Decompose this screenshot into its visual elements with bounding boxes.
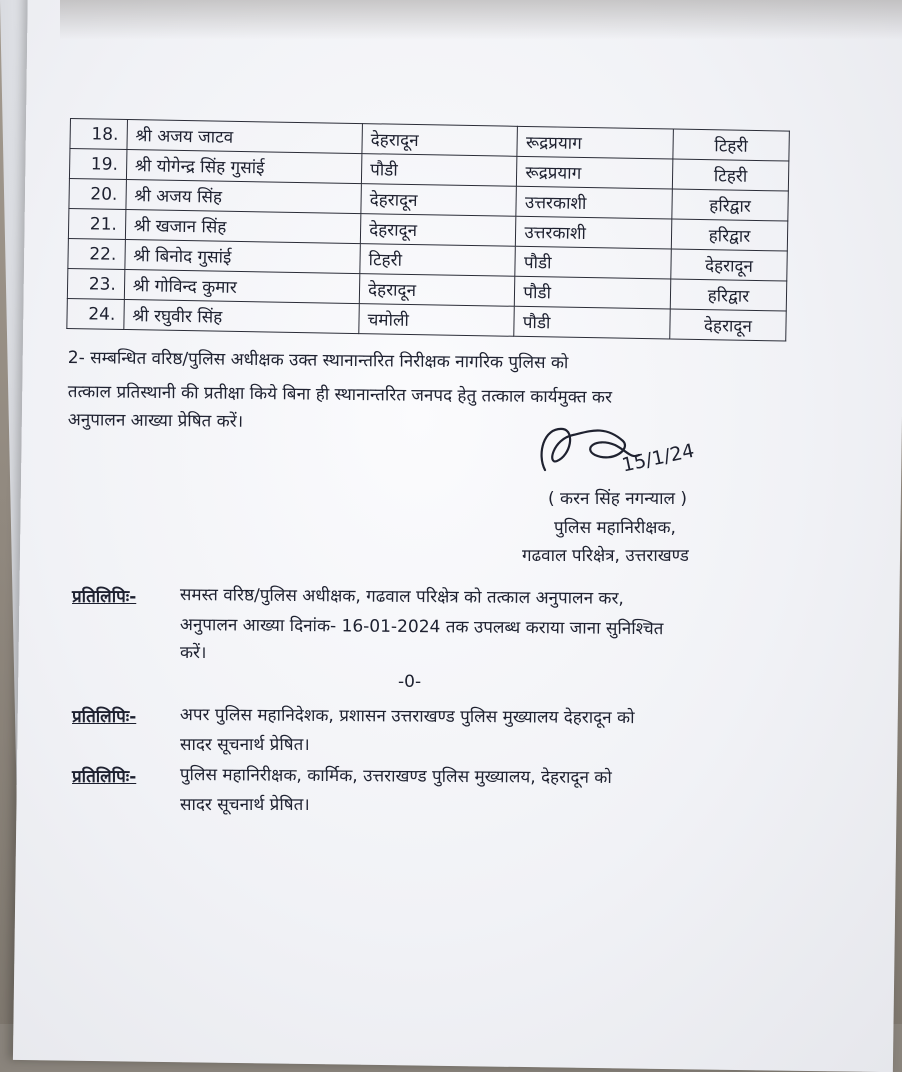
copy3-line-2: सादर सूचनार्थ प्रेषित। bbox=[180, 795, 310, 815]
officer-name: श्री अजय जाटव bbox=[127, 119, 363, 153]
officer-name: श्री गोविन्द कुमार bbox=[124, 269, 360, 303]
to-district: पौडी bbox=[515, 246, 671, 279]
posting-district: हरिद्वार bbox=[672, 189, 789, 221]
from-district: देहरादून bbox=[360, 214, 516, 247]
copy3-line-1: पुलिस महानिरीक्षक, कार्मिक, उत्तराखण्ड पुलिस मुख्यालय, देहरादून को bbox=[179, 764, 612, 789]
copy1-line-1: समस्त वरिष्ठ/पुलिस अधीक्षक, गढवाल परिक्षेत्र को तत्काल अनुपालन कर, bbox=[179, 584, 624, 609]
posting-district: टिहरी bbox=[673, 129, 790, 161]
officer-name: श्री रघुवीर सिंह bbox=[124, 299, 360, 333]
copy-label: प्रतिलिपिः- bbox=[72, 767, 137, 787]
officer-name: श्री अजय सिंह bbox=[126, 179, 362, 213]
copy-label: प्रतिलिपिः- bbox=[72, 587, 137, 607]
to-district: पौडी bbox=[514, 306, 670, 339]
copy2-line-2: सादर सूचनार्थ प्रेषित। bbox=[180, 735, 310, 755]
posting-district: हरिद्वार bbox=[670, 279, 787, 311]
signature-date: 15/1/24 bbox=[620, 439, 697, 477]
serial-number: 21. bbox=[68, 208, 125, 239]
from-district: देहरादून bbox=[359, 274, 515, 307]
signatory-designation: पुलिस महानिरीक्षक, bbox=[554, 518, 676, 538]
copy2-line-1: अपर पुलिस महानिदेशक, प्रशासन उत्तराखण्ड पुलिस मुख्यालय देहरादून को bbox=[179, 704, 635, 729]
copy1-line-2: अनुपालन आख्या दिनांक- 16-01-2024 तक उपलब्ध कराया जाना सुनिश्चित bbox=[179, 614, 664, 640]
paragraph-line-1: 2- सम्बन्धित वरिष्ठ/पुलिस अधीक्षक उक्त स्थानान्तरित निरीक्षक नागरिक पुलिस को bbox=[67, 347, 569, 374]
separator-mark: -0- bbox=[398, 672, 422, 692]
officer-name: श्री खजान सिंह bbox=[125, 209, 361, 243]
posting-district: देहरादून bbox=[671, 249, 788, 281]
paragraph-line-3: अनुपालन आख्या प्रेषित करें। bbox=[67, 409, 244, 432]
serial-number: 22. bbox=[68, 238, 125, 269]
serial-number: 20. bbox=[69, 178, 126, 209]
officer-name: श्री बिनोद गुसांई bbox=[125, 239, 361, 273]
posting-district: देहरादून bbox=[670, 309, 787, 341]
posting-district: हरिद्वार bbox=[671, 219, 788, 251]
serial-number: 18. bbox=[70, 119, 127, 150]
from-district: देहरादून bbox=[362, 124, 518, 157]
from-district: पौडी bbox=[361, 154, 517, 187]
posting-district: टिहरी bbox=[672, 159, 789, 191]
serial-number: 24. bbox=[67, 298, 124, 329]
copy1-line-3: करें। bbox=[180, 643, 207, 663]
transfer-table bbox=[66, 118, 790, 342]
officer-name: श्री योगेन्द्र सिंह गुसांई bbox=[126, 149, 362, 183]
signatory-office: गढवाल परिक्षेत्र, उत्तराखण्ड bbox=[522, 546, 689, 566]
to-district: उत्तरकाशी bbox=[516, 186, 672, 219]
serial-number: 23. bbox=[67, 268, 124, 299]
to-district: रूद्रप्रयाग bbox=[517, 126, 673, 159]
to-district: पौडी bbox=[515, 276, 671, 309]
paragraph-line-2: तत्काल प्रतिस्थानी की प्रतीक्षा किये बिना ही स्थानान्तरित जनपद हेतु तत्काल कार्यमुक्त कर bbox=[67, 381, 613, 408]
serial-number: 19. bbox=[69, 149, 126, 180]
signatory-name: ( करन सिंह नगन्याल ) bbox=[548, 489, 688, 509]
from-district: टिहरी bbox=[360, 244, 516, 277]
copy-label: प्रतिलिपिः- bbox=[72, 707, 137, 727]
from-district: चमोली bbox=[359, 304, 515, 337]
from-district: देहरादून bbox=[361, 184, 517, 217]
to-district: रूद्रप्रयाग bbox=[517, 156, 673, 189]
to-district: उत्तरकाशी bbox=[516, 216, 672, 249]
